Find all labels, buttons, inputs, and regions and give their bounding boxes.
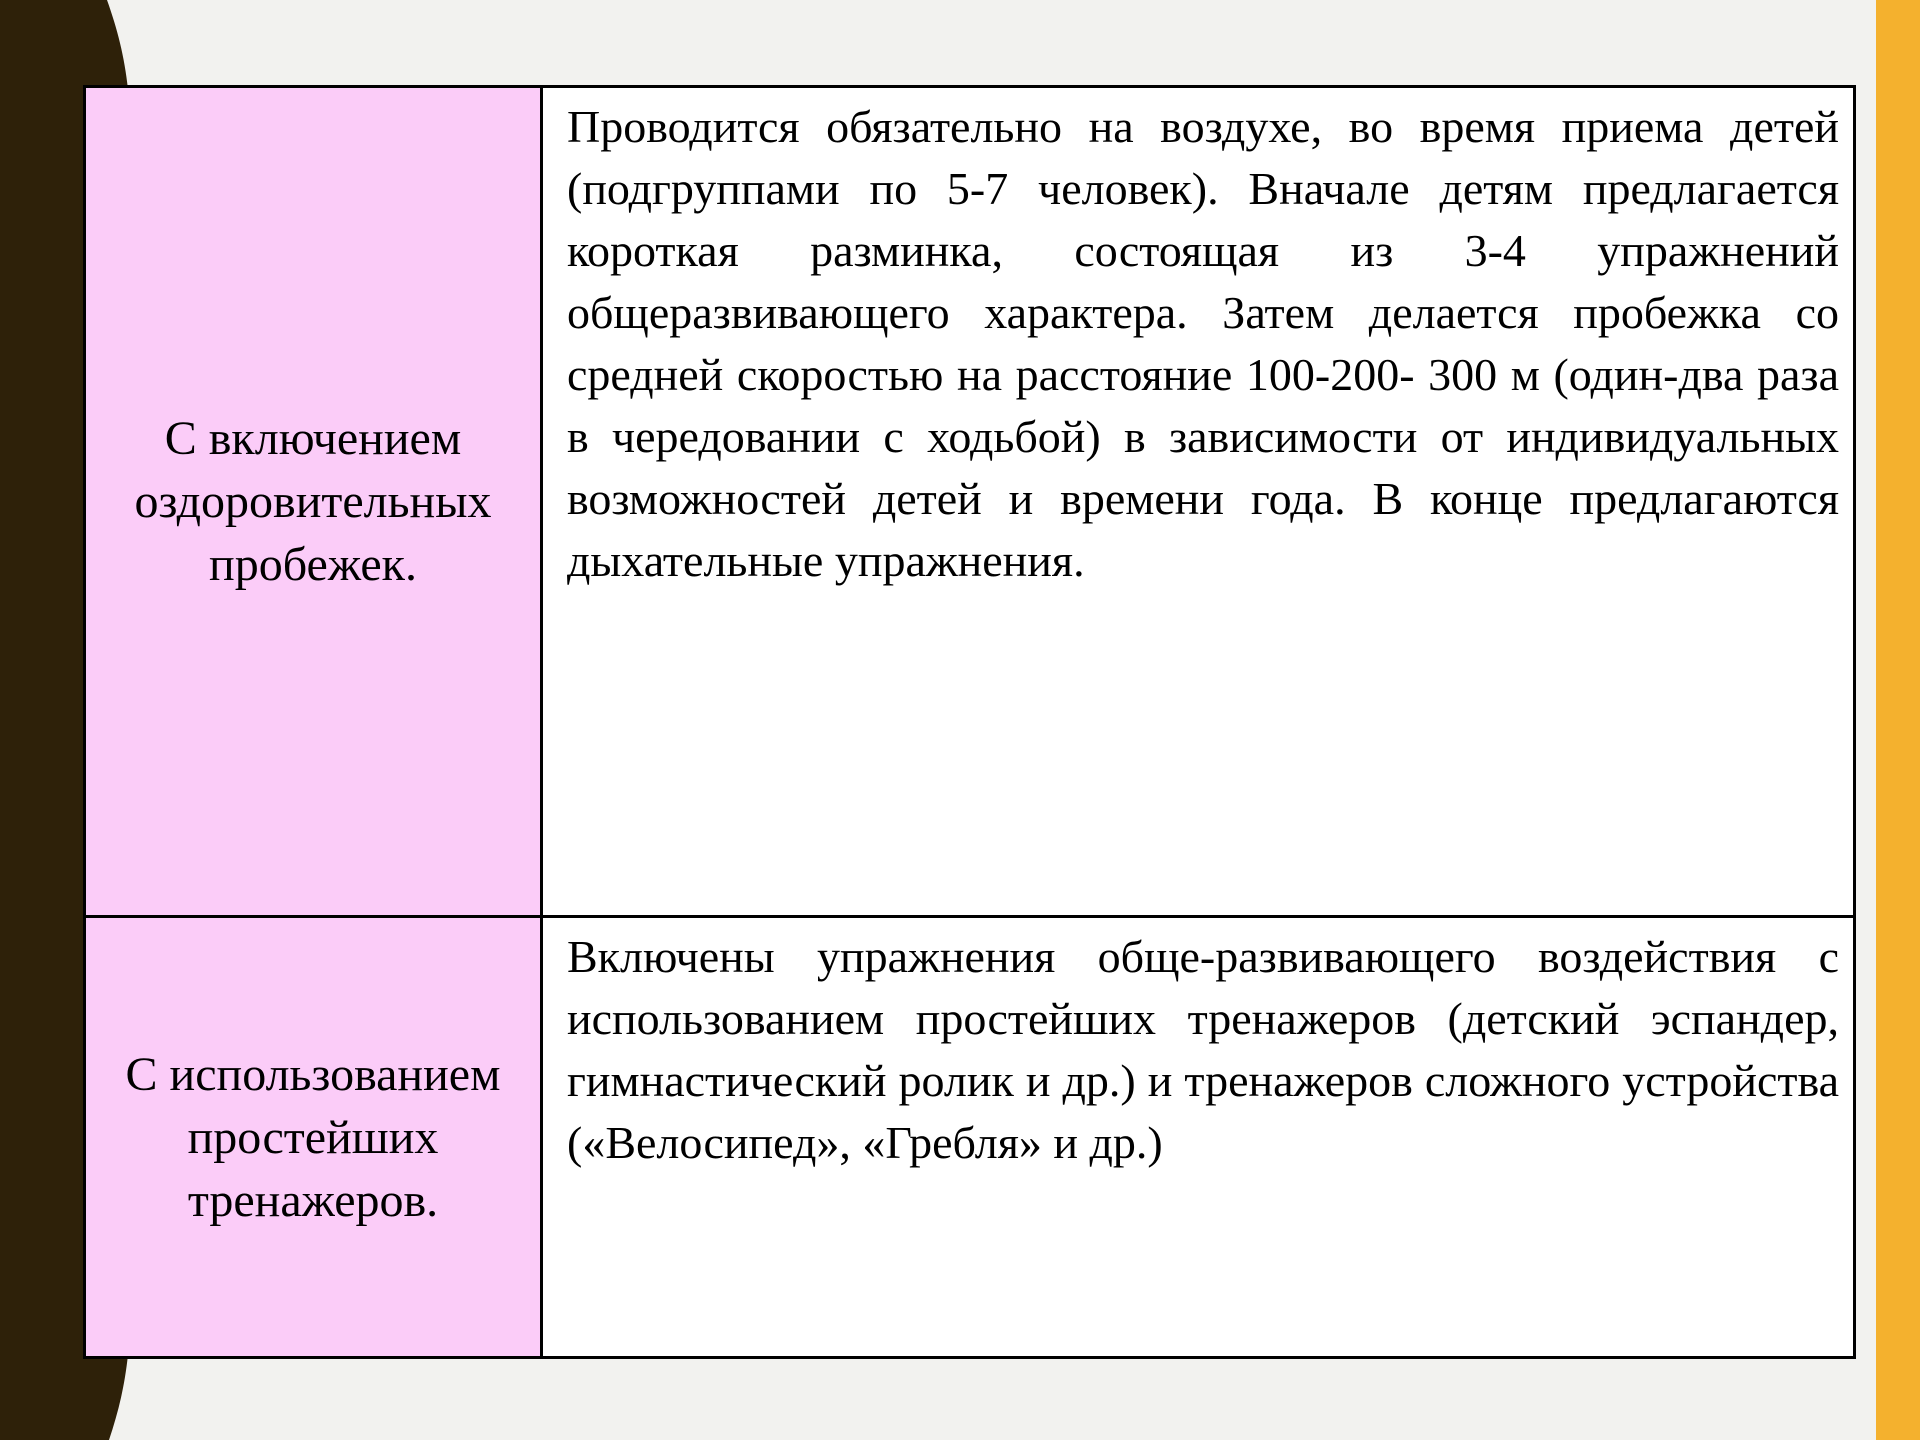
row-description: Включены упражнения обще-развивающего воздействия с использованием простейших тренажеров (детский эспандер, гимнастический ролик и др.) и тренажеров сложного устройства («Велосипед», «Гребля» и др.) bbox=[567, 931, 1839, 1168]
table-row bbox=[85, 917, 1855, 1358]
content-table bbox=[83, 85, 1856, 1359]
row-label: С использованием простейших тренажеров. bbox=[125, 1047, 501, 1227]
row-description: Проводится обязательно на воздухе, во время приема детей (подгруппами по 5-7 человек). Вначале детям предлагается короткая разминка, состоящая из 3-4 упражнений общеразвивающего характера. Затем делается пробежка со средней скоростью на расстояние 100-200- 300 м (один-два раза в чередовании с ходьбой) в зависимости от индивидуальных возможностей детей и времени года. В конце предлагаются дыхательные упражнения. bbox=[567, 101, 1839, 586]
row-label-cell bbox=[85, 917, 542, 1358]
row-label: С включением оздоровительных пробежек. bbox=[134, 412, 492, 591]
row-description-cell bbox=[542, 87, 1855, 917]
row-label-cell bbox=[85, 87, 542, 917]
right-accent-stripe bbox=[1876, 0, 1920, 1440]
table-row bbox=[85, 87, 1855, 917]
row-description-cell bbox=[542, 917, 1855, 1358]
